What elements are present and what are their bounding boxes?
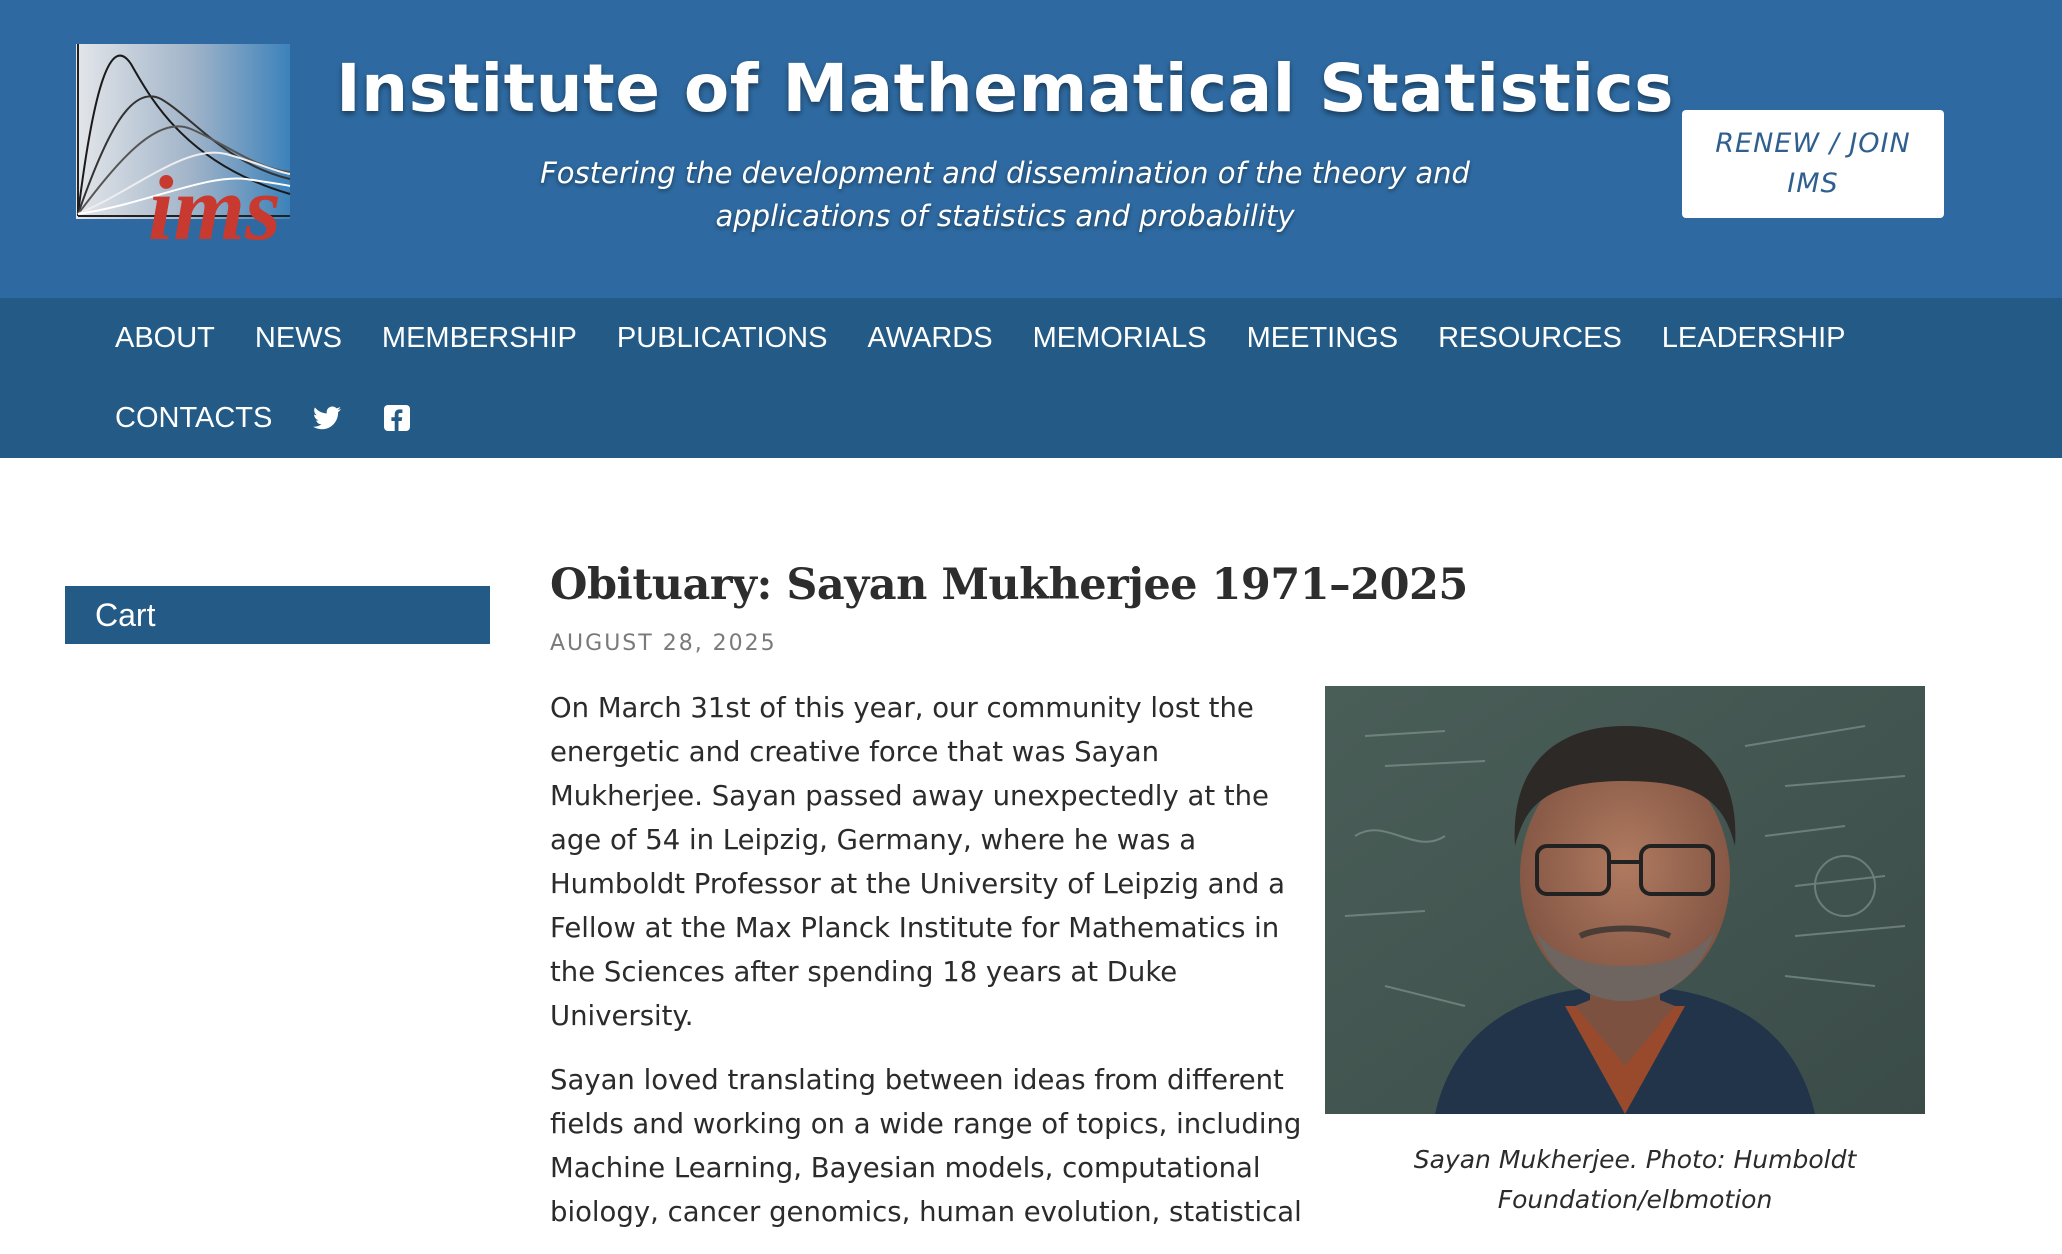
tagline-line-2: applications of statistics and probability <box>715 199 1295 233</box>
nav-item-publications[interactable]: PUBLICATIONS <box>616 321 828 354</box>
article-date: AUGUST 28, 2025 <box>550 631 777 656</box>
renew-button-line-2: IMS <box>1787 168 1839 199</box>
site-title[interactable]: Institute of Mathematical Statistics <box>336 50 1674 127</box>
site-header <box>0 0 2062 298</box>
renew-button-line-1: RENEW / JOIN <box>1715 128 1911 159</box>
nav-item-meetings[interactable]: MEETINGS <box>1246 321 1399 354</box>
photo-caption-line-2: Foundation/elbmotion <box>1497 1185 1773 1214</box>
photo-caption <box>1325 1140 1945 1220</box>
nav-item-memorials[interactable]: MEMORIALS <box>1032 321 1207 354</box>
twitter-icon[interactable] <box>312 403 342 433</box>
article-title: Obituary: Sayan Mukherjee 1971–2025 <box>550 560 1468 610</box>
sidebar-cart[interactable]: Cart <box>65 586 490 644</box>
renew-join-button[interactable] <box>1682 110 1944 218</box>
nav-item-news[interactable]: NEWS <box>254 321 342 354</box>
nav-row-2 <box>115 378 452 458</box>
nav-item-awards[interactable]: AWARDS <box>867 321 993 354</box>
facebook-icon[interactable] <box>382 403 412 433</box>
nav-item-resources[interactable]: RESOURCES <box>1438 321 1622 354</box>
site-tagline <box>500 152 1510 238</box>
article-paragraph-2: Sayan loved translating between ideas from different fields and working on a wide range of topics, including Machine Learning, Bayesian models, computational biology, cancer genomics, human evolution, statistical <box>550 1064 1302 1228</box>
nav-item-leadership[interactable]: LEADERSHIP <box>1661 321 1846 354</box>
article-paragraph-1: On March 31st of this year, our community lost the energetic and creative force that was Sayan Mukherjee. Sayan passed away unexpectedly at the age of 54 in Leipzig, Germany, where he was a Humboldt Professor at the University of Leipzig and a Fellow at the Max Planck Institute for Mathematics in the Sciences after spending 18 years at Duke University. <box>550 692 1285 1032</box>
main-navigation <box>0 298 2062 458</box>
article-body <box>550 686 1320 1254</box>
portrait-photo[interactable] <box>1325 686 1925 1114</box>
tagline-line-1: Fostering the development and dissemination of the theory and <box>540 156 1470 190</box>
nav-row-1 <box>115 298 1886 378</box>
logo-text: ims <box>148 157 281 244</box>
nav-item-contacts[interactable]: CONTACTS <box>115 401 273 434</box>
nav-item-membership[interactable]: MEMBERSHIP <box>381 321 577 354</box>
nav-item-about[interactable]: ABOUT <box>115 321 215 354</box>
photo-caption-line-1: Sayan Mukherjee. Photo: Humboldt <box>1413 1145 1857 1174</box>
